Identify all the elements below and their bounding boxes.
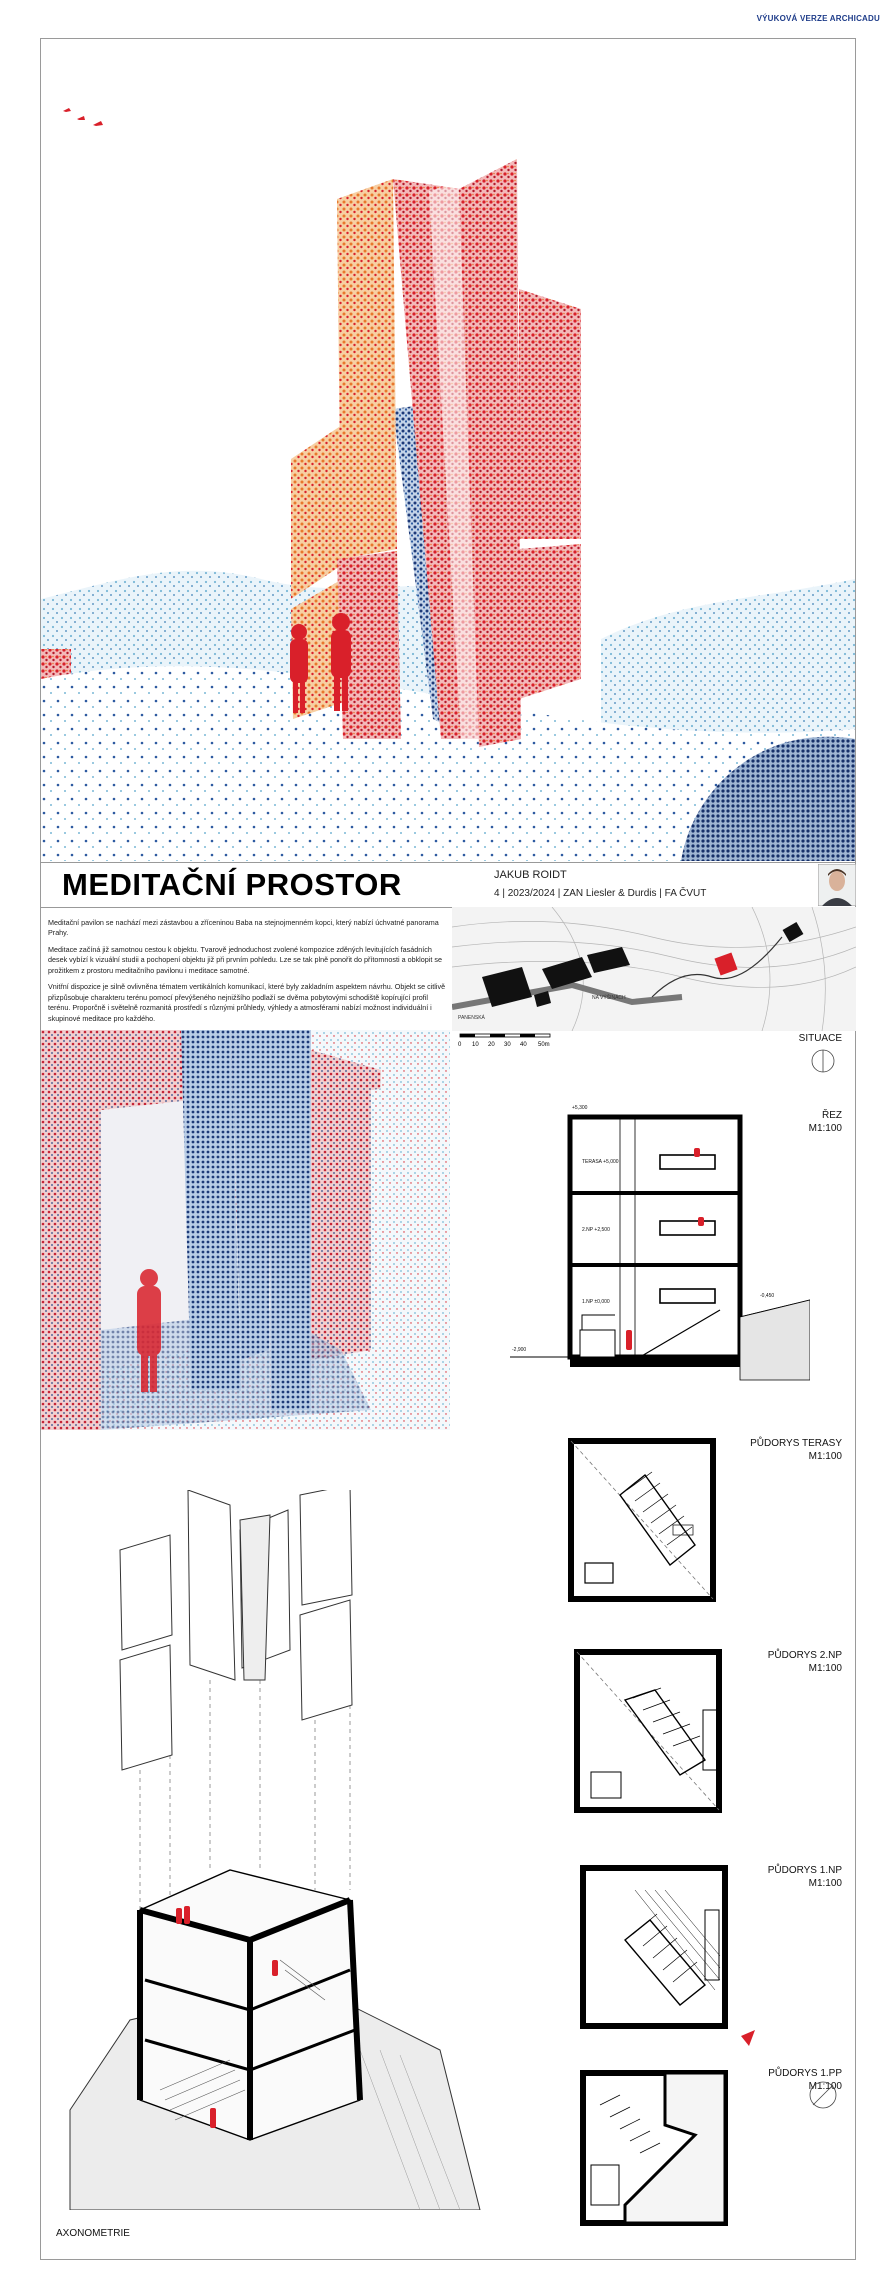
section-drawing: [510, 1095, 810, 1395]
description-paragraph: Vnitřní dispozice je silně ovlivněna tématem vertikálních komunikací, které byly zakladním aspektem návrhu. Objekt se citlivě přizpůsobuje charakteru terénu pomocí převýšeného nejnižšího podlaží se dvěma pobytovými schodiště kopírující profil terénu. Proporčně i světelně rozmanitá prostředí s různými průhledy, výhledy a atmosférami nabízí možnost individuální i skupinové meditace pro každého.: [48, 982, 446, 1023]
section-scale: M1:100: [808, 1122, 842, 1134]
level-mark: 2.NP +2,500: [582, 1227, 610, 1233]
plan-label-group: [720, 1438, 842, 1463]
scale-tick: 20: [488, 1042, 495, 1048]
interior-perspective: [41, 1030, 450, 1430]
scale-tick: 30: [504, 1042, 511, 1048]
plan-scale: M1:100: [808, 1877, 842, 1889]
level-mark: -2,900: [512, 1347, 527, 1353]
scale-tick: 50m: [538, 1042, 550, 1048]
description-paragraph: Meditační pavilon se nachází mezi zástavbou a zříceninou Baba na stejnojmenném kopci, který nabízí úchvatné panorama Prahy.: [48, 918, 439, 938]
plan-label: PŮDORYS 1.PP: [768, 2068, 842, 2079]
project-title: MEDITAČNÍ PROSTOR: [62, 867, 402, 902]
north-arrow-icon: [810, 1048, 836, 1074]
author-portrait: [818, 864, 856, 906]
north-arrow-icon: [808, 2080, 838, 2110]
floor-plan-1pp: [565, 2055, 735, 2235]
level-mark: TERASA +5,000: [582, 1159, 619, 1165]
project-subtitle: 4 | 2023/2024 | ZAN Liesler & Durdis | FA ČVUT: [494, 888, 707, 899]
level-mark: +5,300: [572, 1105, 588, 1111]
author-name: JAKUB ROIDT: [494, 869, 567, 881]
axonometric-drawing: [60, 1490, 490, 2210]
axonometry-label: AXONOMETRIE: [56, 2228, 130, 2239]
plan-label-group: [720, 1650, 842, 1675]
level-mark: -0,450: [760, 1293, 775, 1299]
divider: [40, 862, 856, 863]
scale-tick: 0: [458, 1042, 462, 1048]
site-label: SITUACE: [798, 1033, 842, 1044]
scale-tick: 10: [472, 1042, 479, 1048]
floor-plan-2np: [565, 1640, 735, 1815]
plan-scale: M1:100: [808, 1662, 842, 1674]
plan-label: PŮDORYS 2.NP: [767, 1650, 842, 1661]
scale-tick: 40: [520, 1042, 527, 1048]
street-label: PANENSKÁ: [458, 1015, 485, 1021]
level-mark: 1.NP ±0,000: [582, 1299, 610, 1305]
floor-plan-terrace: [565, 1435, 720, 1605]
section-label: ŘEZ: [822, 1110, 842, 1121]
street-label: NA VÝŠINÁCH: [592, 995, 626, 1001]
watermark: VÝUKOVÁ VERZE ARCHICADU: [756, 14, 880, 23]
plan-label: PŮDORYS 1.NP: [767, 1865, 842, 1876]
plan-label: PŮDORYS TERASY: [750, 1438, 842, 1449]
plan-scale: M1:100: [808, 1450, 842, 1462]
plan-scale: M1:100: [808, 2080, 842, 2092]
scale-bar: [458, 1032, 588, 1052]
hero-illustration: [41, 39, 855, 861]
site-plan: [452, 907, 856, 1031]
description-paragraph: Meditace začíná již samotnou cestou k objektu. Tvarově jednoduchost zvolené kompozice zděných levitujících fasádních desek vybízí k vizuální studii a pochopení objektu již při prvním pohledu. Lze se tak plně ponořit do přítomnosti a obklopit se prožitkem z prostoru meditačního pavilonu i meditace samotné.: [48, 944, 442, 975]
floor-plan-1np: [565, 1850, 755, 2050]
project-description: [48, 918, 448, 1030]
